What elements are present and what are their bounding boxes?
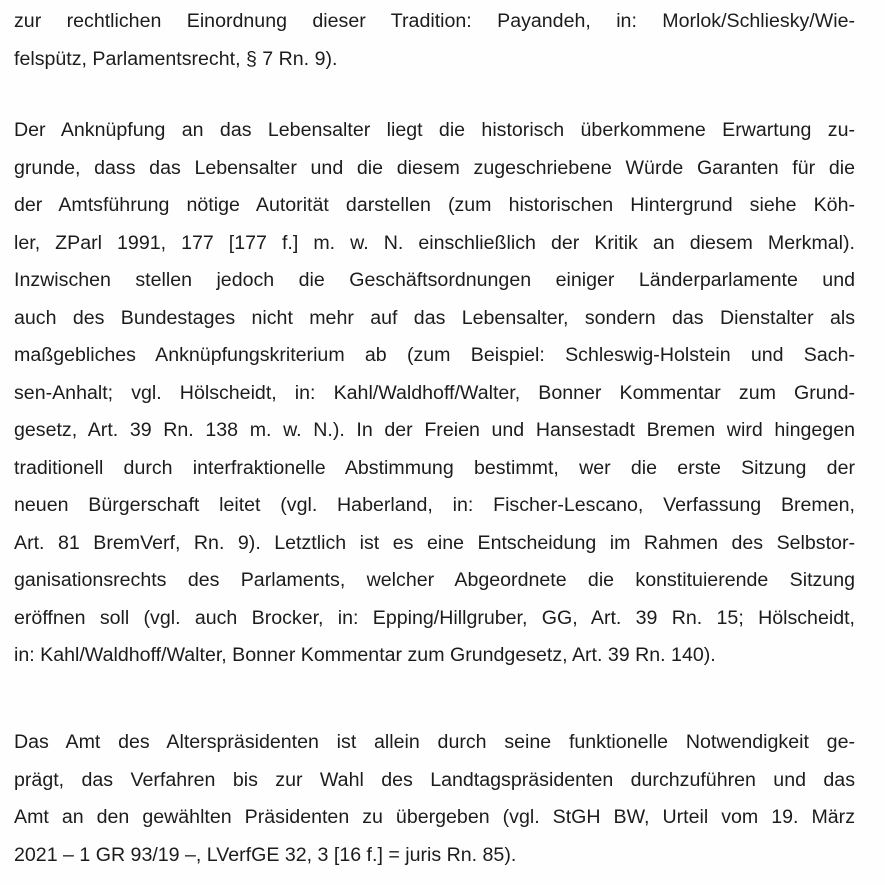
text-line: grunde, dass das Lebensalter und die diesem zugeschriebene Würde Garanten für die [14,157,855,179]
text-line: maßgebliches Anknüpfungskriterium ab (zum Beispiel: Schleswig-Holstein und Sach- [14,344,855,366]
text-line: traditionell durch interfraktionelle Abstimmung bestimmt, wer die erste Sitzung der [14,457,855,479]
text-line: Art. 81 BremVerf, Rn. 9). Letztlich ist es eine Entscheidung im Rahmen des Selbstor- [14,532,855,554]
text-line: felspütz, Parlamentsrecht, § 7 Rn. 9). [14,48,338,70]
text-line: zur rechtlichen Einordnung dieser Tradition: Payandeh, in: Morlok/Schliesky/Wie- [14,10,855,32]
text-line: 2021 – 1 GR 93/19 –, LVerfGE 32, 3 [16 f.] = juris Rn. 85). [14,844,517,866]
text-line: Das Amt des Alterspräsidenten ist allein durch seine funktionelle Notwendigkeit ge- [14,731,855,753]
text-line: gesetz, Art. 39 Rn. 138 m. w. N.). In der Freien und Hansestadt Bremen wird hingegen [14,419,855,441]
text-line: der Amtsführung nötige Autorität darstellen (zum historischen Hintergrund siehe Köh- [14,194,855,216]
text-line: ler, ZParl 1991, 177 [177 f.] m. w. N. einschließlich der Kritik an diesem Merkmal). [14,232,855,254]
text-line: sen-Anhalt; vgl. Hölscheidt, in: Kahl/Waldhoff/Walter, Bonner Kommentar zum Grund- [14,382,855,404]
text-line: eröffnen soll (vgl. auch Brocker, in: Epping/Hillgruber, GG, Art. 39 Rn. 15; Hölscheidt, [14,607,855,629]
text-line: auch des Bundestages nicht mehr auf das Lebensalter, sondern das Dienstalter als [14,307,855,329]
text-line: in: Kahl/Waldhoff/Walter, Bonner Kommentar zum Grundgesetz, Art. 39 Rn. 140). [14,644,716,666]
text-line: prägt, das Verfahren bis zur Wahl des Landtagspräsidenten durchzuführen und das [14,769,855,791]
text-line: Der Anknüpfung an das Lebensalter liegt die historisch überkommene Erwartung zu- [14,119,855,141]
text-line: Amt an den gewählten Präsidenten zu übergeben (vgl. StGH BW, Urteil vom 19. März [14,806,855,828]
text-line: neuen Bürgerschaft leitet (vgl. Haberland, in: Fischer-Lescano, Verfassung Bremen, [14,494,855,516]
text-line: ganisationsrechts des Parlaments, welcher Abgeordnete die konstituierende Sitzung [14,569,855,591]
text-line: Inzwischen stellen jedoch die Geschäftsordnungen einiger Länderparlamente und [14,269,855,291]
